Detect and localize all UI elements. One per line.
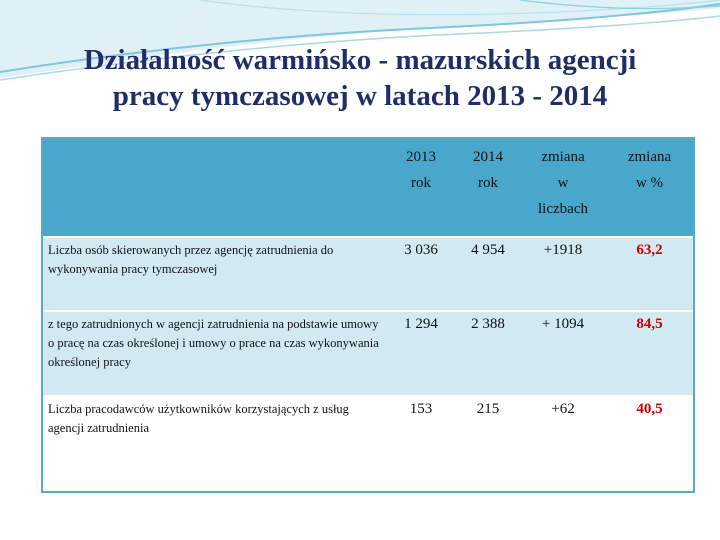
header-2014: [456, 139, 520, 237]
value-change: +62: [520, 396, 606, 490]
slide-title: [0, 42, 720, 114]
header-text: 2014: [473, 149, 503, 165]
header-text: rok: [411, 175, 431, 191]
row-label: Liczba osób skierowanych przez agencję zatrudnienia do wykonywania pracy tymczasowej: [43, 237, 386, 311]
header-text: w %: [635, 175, 664, 191]
value-2013: 3 036: [386, 237, 456, 311]
row-label: z tego zatrudnionych w agencji zatrudnienia na podstawie umowy o pracę na czas określonej i umowy o prace na czas wykonywania określonej pracy: [43, 311, 386, 396]
value-2014: 215: [456, 396, 520, 490]
title-line-1: Działalność warmińsko - mazurskich agencji: [83, 44, 637, 76]
value-change: + 1094: [520, 311, 606, 396]
header-text: 2013: [406, 149, 436, 165]
header-blank-cell: [43, 139, 386, 237]
value-2013: 153: [386, 396, 456, 490]
table-header-row: [43, 139, 693, 237]
table-row: [43, 311, 693, 396]
data-table-container: [41, 137, 695, 493]
header-text: w: [557, 175, 569, 191]
data-table: [43, 139, 693, 491]
header-text: liczbach: [538, 201, 588, 217]
value-percent: 63,2: [606, 237, 693, 311]
header-text: zmiana: [541, 149, 585, 165]
header-text: rok: [478, 175, 498, 191]
header-2013: [386, 139, 456, 237]
value-2013: 1 294: [386, 311, 456, 396]
header-text: zmiana: [627, 149, 672, 165]
value-percent: 84,5: [606, 311, 693, 396]
value-percent: 40,5: [606, 396, 693, 490]
value-2014: 4 954: [456, 237, 520, 311]
table-row: [43, 237, 693, 311]
value-change: +1918: [520, 237, 606, 311]
table-row: [43, 396, 693, 490]
title-line-2: pracy tymczasowej w latach 2013 - 2014: [112, 80, 608, 112]
header-change-percent: [606, 139, 693, 237]
value-2014: 2 388: [456, 311, 520, 396]
header-change-count: [520, 139, 606, 237]
row-label: Liczba pracodawców użytkowników korzystających z usług agencji zatrudnienia: [43, 396, 386, 490]
